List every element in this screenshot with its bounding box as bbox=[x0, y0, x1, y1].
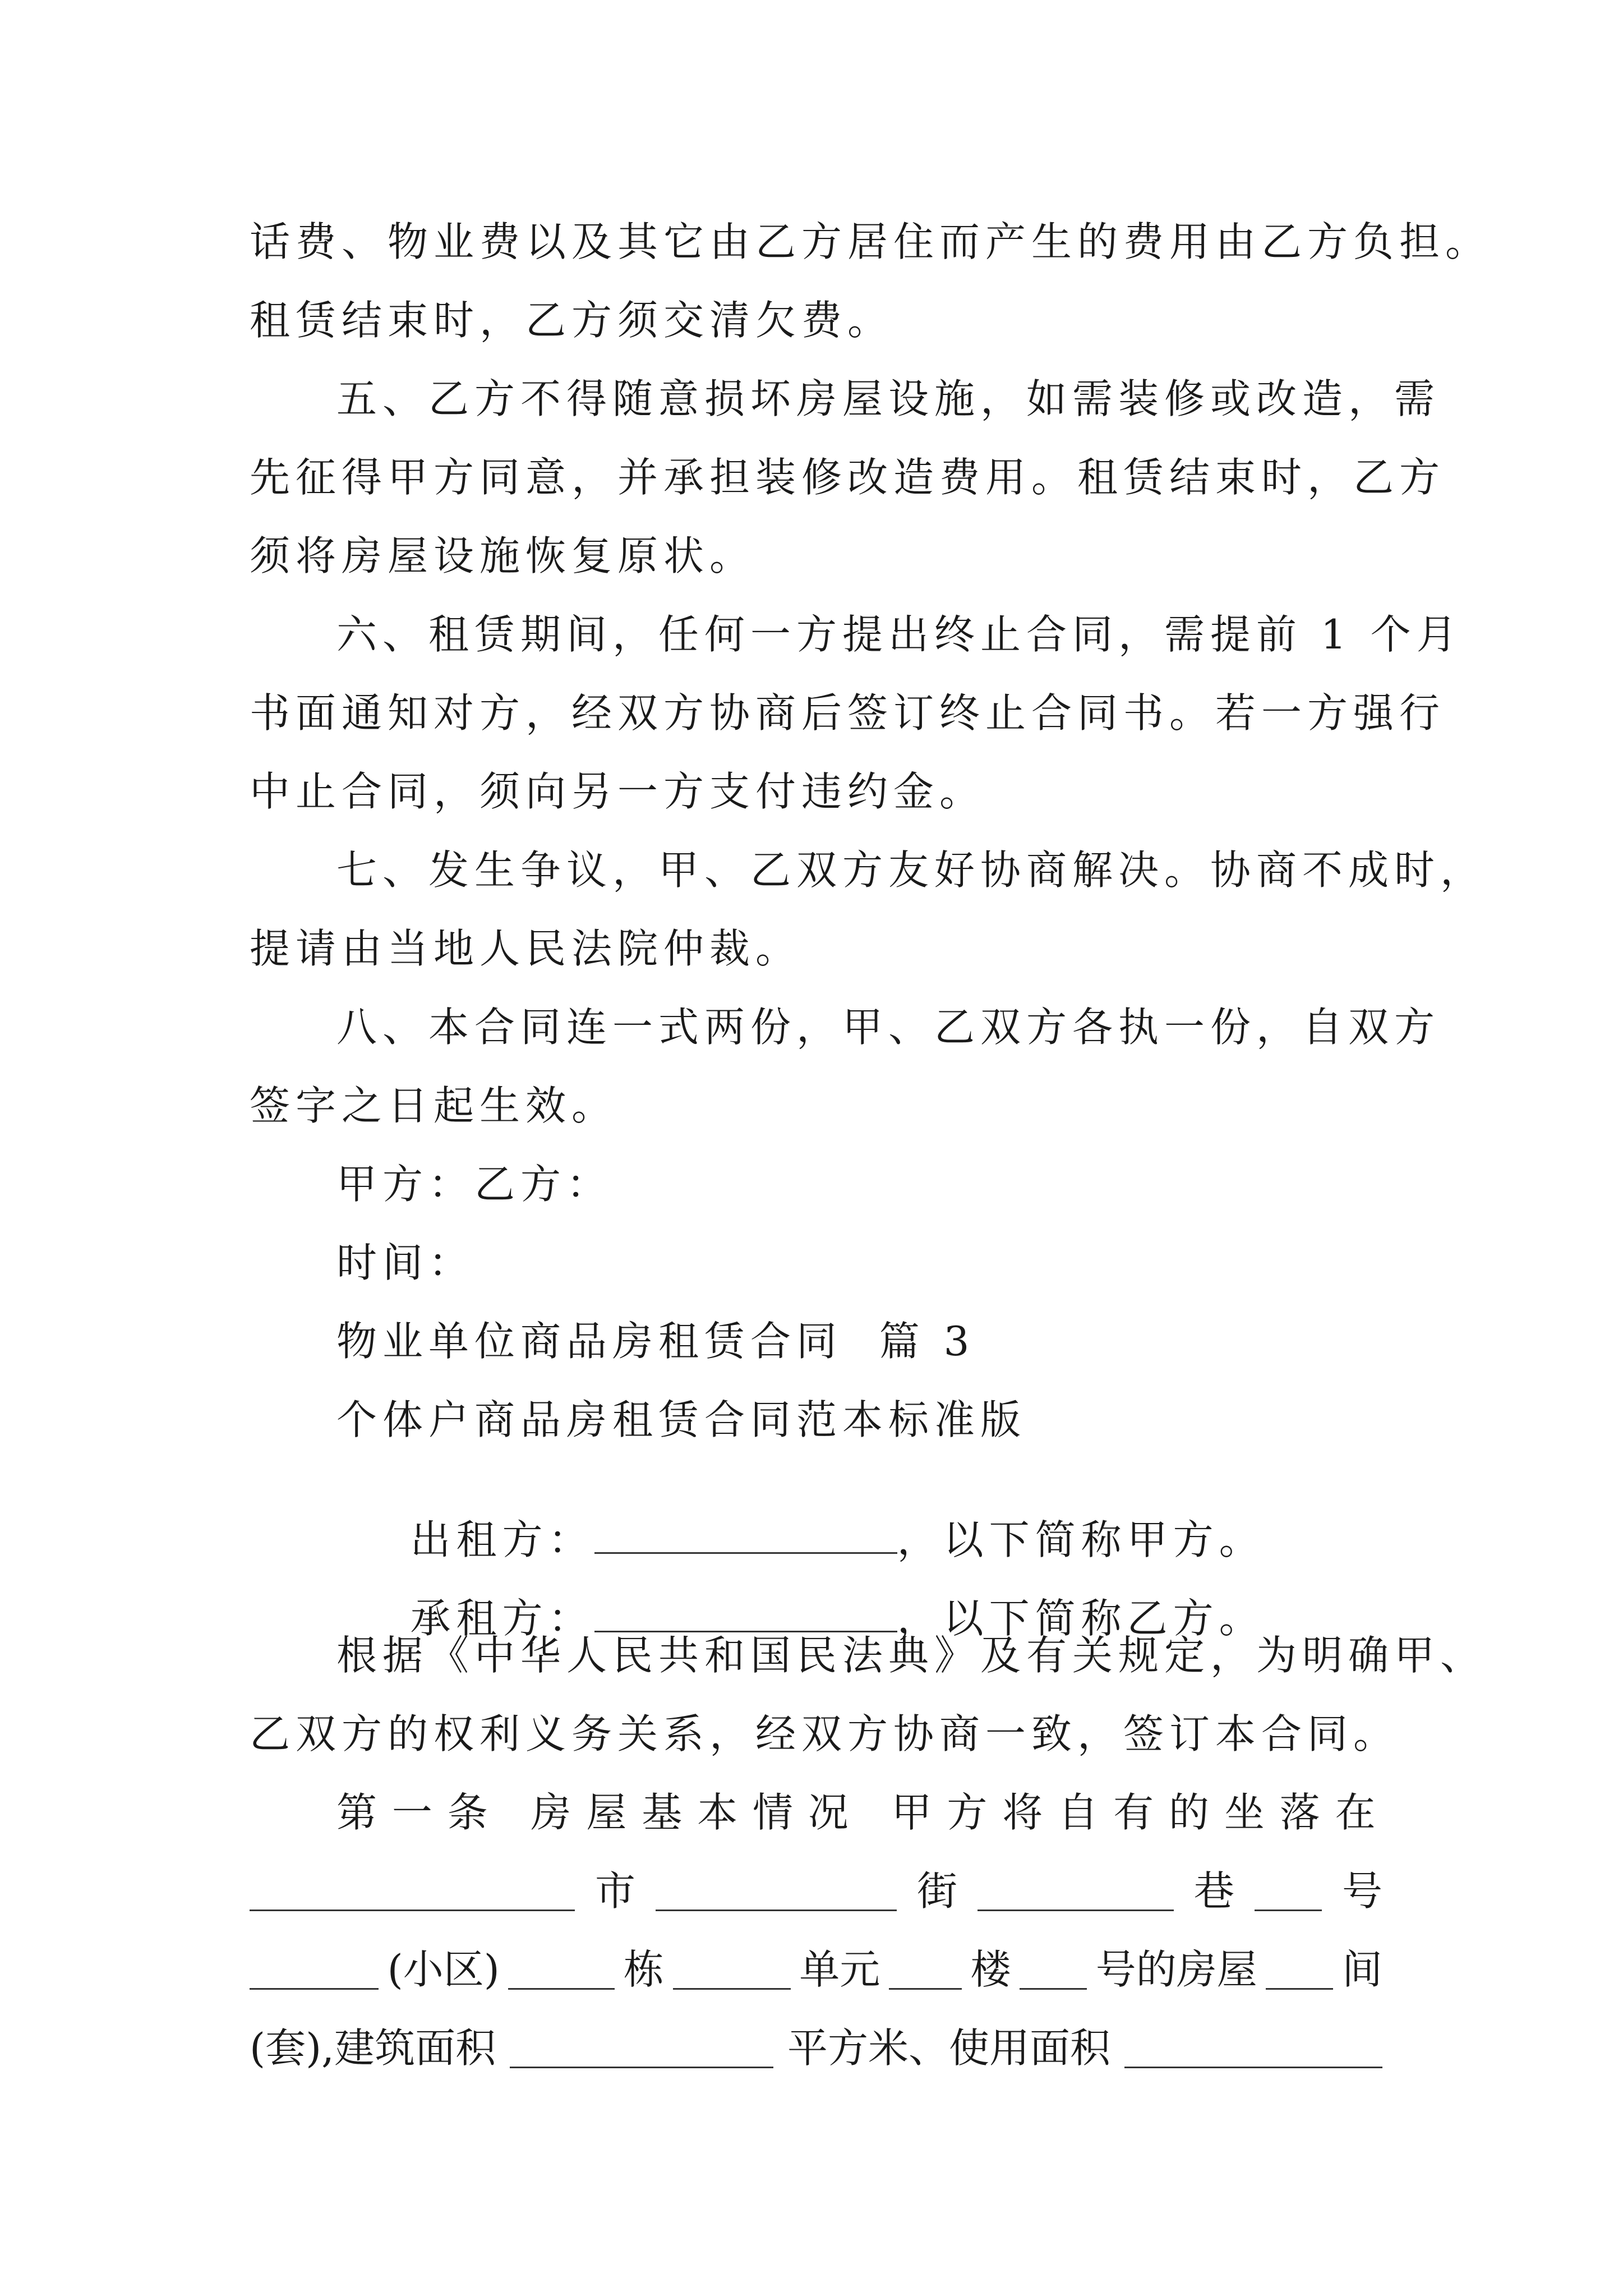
area-label: (套),建筑面积 bbox=[250, 2024, 496, 2072]
address-label: 栋 bbox=[624, 1946, 665, 1993]
paragraph-line: 提请由当地人民法院仲裁。 bbox=[250, 925, 802, 972]
area-blank bbox=[510, 2033, 773, 2068]
address-blank bbox=[508, 1954, 615, 1990]
address-label: 间 bbox=[1341, 1946, 1382, 1993]
address-blank bbox=[673, 1954, 791, 1990]
area-label: 平方米、使用面积 bbox=[787, 2024, 1111, 2072]
address-blank bbox=[978, 1876, 1174, 1911]
preamble-line: 根据《中华人民共和国民法典》及有关规定，为明确甲、 bbox=[336, 1632, 1487, 1679]
lessor-label: 出租方： bbox=[410, 1516, 594, 1563]
clause-five-line: 五、乙方不得随意损坏房屋设施，如需装修或改造，需 bbox=[336, 375, 1441, 422]
address-blank bbox=[1020, 1954, 1087, 1990]
address-label: 号的房屋 bbox=[1095, 1946, 1257, 1993]
address-blank bbox=[656, 1876, 897, 1911]
clause-eight-line: 八、本合同连一式两份，甲、乙双方各执一份，自双方 bbox=[336, 1004, 1441, 1051]
address-line-2 bbox=[250, 1946, 1382, 1993]
area-line bbox=[250, 2024, 1382, 2072]
paragraph-line: 中止合同，须向另一方支付违约金。 bbox=[250, 768, 986, 815]
paragraph-line: 乙双方的权利义务关系，经双方协商一致，签订本合同。 bbox=[250, 1710, 1400, 1757]
lessee-suffix: ，以下简称乙方。 bbox=[897, 1595, 1265, 1642]
address-blank bbox=[250, 1876, 575, 1911]
address-blank bbox=[1255, 1876, 1322, 1911]
contract-title: 个体户商品房租赁合同范本标准版 bbox=[336, 1396, 1027, 1443]
clause-seven-line: 七、发生争议，甲、乙双方友好协商解决。协商不成时， bbox=[336, 846, 1487, 894]
signature-date-line: 时间： bbox=[336, 1239, 475, 1286]
lessor-suffix: ，以下简称甲方。 bbox=[897, 1516, 1265, 1563]
lessee-label: 承租方： bbox=[410, 1595, 594, 1642]
address-label: 巷 bbox=[1193, 1867, 1234, 1915]
address-label: 号 bbox=[1341, 1867, 1382, 1915]
address-blank bbox=[1266, 1954, 1333, 1990]
clause-six-line: 六、租赁期间，任何一方提出终止合同，需提前 1 个月 bbox=[336, 611, 1463, 658]
address-line-1 bbox=[250, 1867, 1382, 1915]
paragraph-line: 先征得甲方同意，并承担装修改造费用。租赁结束时，乙方 bbox=[250, 454, 1446, 501]
article-one-heading: 第 一 条 房 屋 基 本 情 况 甲 方 将 自 有 的 坐 落 在 bbox=[336, 1789, 1377, 1836]
paragraph-line: 书面通知对方，经双方协商后签订终止合同书。若一方强行 bbox=[250, 689, 1446, 737]
paragraph-line: 须将房屋设施恢复原状。 bbox=[250, 532, 756, 579]
address-blank bbox=[250, 1954, 379, 1990]
section-heading: 物业单位商品房租赁合同 篇 3 bbox=[336, 1318, 975, 1365]
address-blank bbox=[889, 1954, 962, 1990]
address-label: 市 bbox=[594, 1867, 635, 1915]
signature-parties-line: 甲方：乙方： bbox=[336, 1161, 613, 1208]
lessor-blank bbox=[594, 1519, 897, 1554]
address-label: 街 bbox=[916, 1867, 957, 1915]
area-blank bbox=[1124, 2033, 1382, 2068]
address-label: (小区) bbox=[387, 1946, 500, 1993]
paragraph-line: 话费、物业费以及其它由乙方居住而产生的费用由乙方负担。 bbox=[250, 218, 1492, 265]
lessee-blank bbox=[594, 1597, 897, 1632]
address-label: 单元 bbox=[799, 1946, 880, 1993]
address-label: 楼 bbox=[970, 1946, 1011, 1993]
paragraph-line: 租赁结束时，乙方须交清欠费。 bbox=[250, 297, 894, 344]
paragraph-line: 签字之日起生效。 bbox=[250, 1082, 618, 1129]
